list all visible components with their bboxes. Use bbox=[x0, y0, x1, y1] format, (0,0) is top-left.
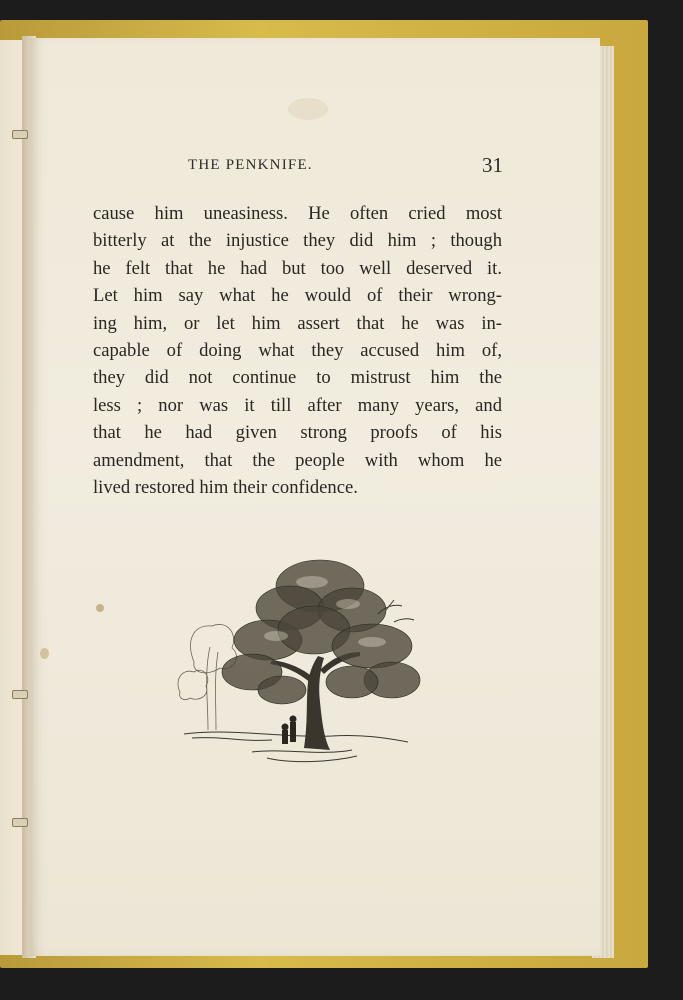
text-line: bitterly at the injustice they did him ; though bbox=[93, 230, 502, 252]
foxing-spot bbox=[40, 648, 49, 659]
text-line: Let him say what he would of their wrong- bbox=[93, 285, 502, 307]
text-line: cause him uneasiness. He often cried most bbox=[93, 203, 502, 224]
binding-hole bbox=[12, 130, 28, 139]
text-line: capable of doing what they accused him of, bbox=[93, 339, 502, 361]
text-line: amendment, that the people with whom he bbox=[93, 449, 502, 471]
tree-engraving bbox=[172, 552, 424, 774]
binding-hole bbox=[12, 690, 28, 699]
text-line: he felt that he had but too well deserved it. bbox=[93, 257, 502, 279]
page-header bbox=[188, 153, 503, 181]
figures bbox=[282, 716, 297, 745]
body-text bbox=[93, 200, 502, 501]
running-title: THE PENKNIFE. bbox=[188, 157, 313, 173]
text-line: ing him, or let him assert that he was in- bbox=[93, 312, 502, 334]
text-line: less ; nor was it till after many years, and bbox=[93, 394, 502, 416]
text-line: lived restored him their confidence. bbox=[93, 476, 358, 498]
page-number: 31 bbox=[482, 153, 503, 177]
text-line: that he had given strong proofs of his bbox=[93, 422, 502, 444]
foxing-spot bbox=[288, 98, 328, 120]
foxing-spot bbox=[96, 604, 104, 612]
text-line: they did not continue to mistrust him the bbox=[93, 367, 502, 389]
binding-hole bbox=[12, 818, 28, 827]
